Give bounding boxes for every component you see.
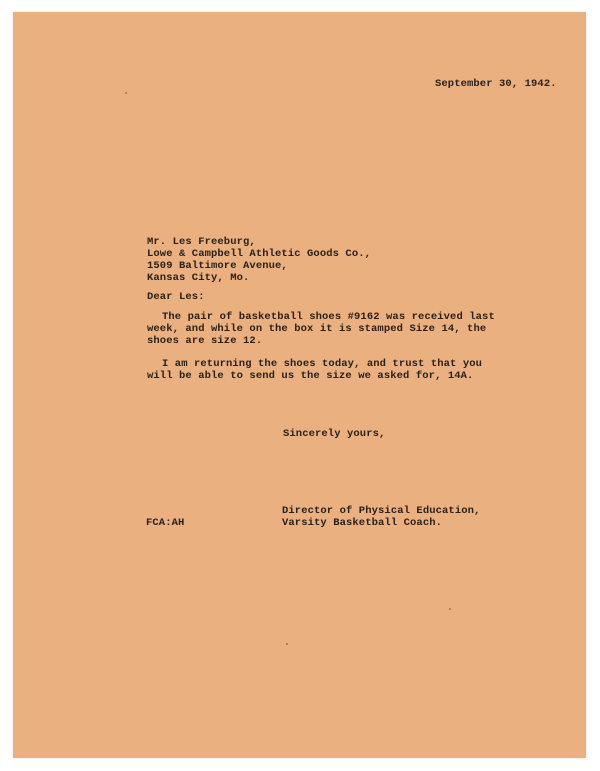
signature-block: [282, 505, 480, 529]
address-line: Mr. Les Freeburg,: [147, 236, 256, 248]
paragraph-line: will be able to send us the size we asked for, 14A.: [147, 370, 474, 382]
paper-speck: [125, 92, 127, 94]
address-line: 1509 Baltimore Avenue,: [147, 260, 288, 272]
typist-initials: FCA:AH: [146, 517, 185, 529]
closing: Sincerely yours,: [283, 428, 386, 440]
letter-page: [13, 12, 586, 758]
signature-line: Director of Physical Education,: [282, 505, 481, 517]
recipient-address: [147, 236, 371, 284]
paragraph-line: The pair of basketball shoes #9162 was received last: [162, 311, 495, 323]
salutation: Dear Les:: [147, 291, 205, 303]
paragraph-line: I am returning the shoes today, and trust that you: [162, 358, 483, 370]
signature-line: Varsity Basketball Coach.: [282, 517, 443, 529]
letter-date: September 30, 1942.: [435, 78, 557, 90]
address-line: Kansas City, Mo.: [147, 272, 250, 284]
paper-speck: [449, 608, 451, 610]
body-paragraph-1: [147, 311, 495, 347]
paper-speck: [286, 643, 288, 645]
paragraph-line: week, and while on the box it is stamped Size 14, the: [147, 323, 487, 335]
paragraph-line: shoes are size 12.: [147, 335, 263, 347]
address-line: Lowe & Campbell Athletic Goods Co.,: [147, 248, 372, 260]
body-paragraph-2: [147, 358, 482, 382]
